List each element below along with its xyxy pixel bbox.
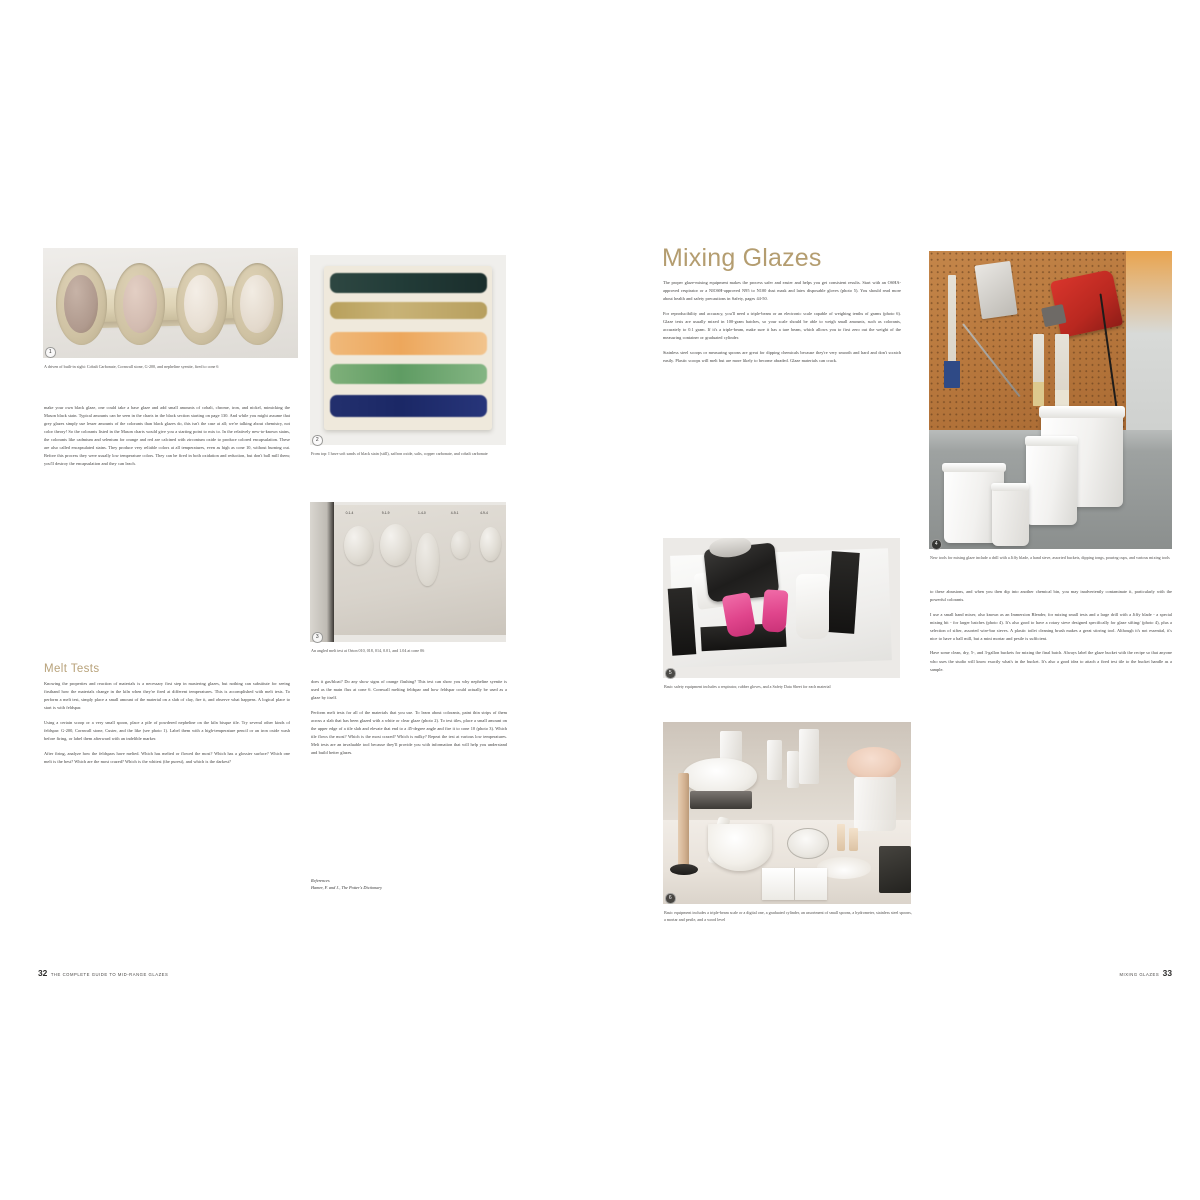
stripe-cobalt-carbonate (330, 395, 487, 416)
safety-data-sheet (796, 574, 829, 638)
blob-label-1: 0-1-4 (345, 511, 354, 516)
tan-brush (1033, 334, 1044, 406)
figure-mixing-equipment (663, 722, 911, 904)
column-base (670, 864, 697, 875)
scale-pan (683, 758, 757, 794)
stripe-orange (330, 332, 487, 355)
stripe-black-stain (330, 273, 487, 293)
blob-label-2: 9-1-9 (381, 511, 390, 516)
figure-badge-5: 5 (665, 668, 676, 679)
ceramic-bowl-right (847, 747, 902, 780)
glass-jar-2 (767, 740, 782, 780)
stripe-saffron-oxide (330, 302, 487, 318)
left-page (38, 243, 558, 978)
pink-glove-2 (761, 589, 788, 633)
metal-tin (974, 261, 1018, 319)
blob-tile-surface (334, 505, 506, 635)
right-page (652, 243, 1172, 978)
test-tile (324, 266, 493, 429)
notebook (762, 868, 826, 901)
running-head-left: THE COMPLETE GUIDE TO MID-RANGE GLAZES (50, 972, 169, 977)
figure-caption-4: New tools for mixing glaze include a drill with a Jiffy blade, a hand sieve, assorted buckets, dipping tongs, pouring cups, and various mixing tools (930, 555, 1170, 560)
melt-test-bar-image (43, 248, 298, 358)
pegboard-tools-image (929, 251, 1172, 549)
mortar (708, 824, 772, 871)
figure-badge-3: 3 (312, 632, 323, 643)
figure-badge-1: 1 (45, 347, 56, 358)
left-col1-intro-text: make your own black glaze, one could take a base glaze and add small amounts of cobalt, chrome, iron, and nickel, mimicking the Mason black stain. Typical amounts can be seen in the charts in the black section starting on page 130. And while you might assume that grey glazes simply use lesser amounts of the colorants than black glazes do, this isn't the case at all; we're talking about chemistry, not color theory! So the colorants listed in the Mason charts would give you a starting point to mix to. In the relatively new-to-known stains, the colorants like cadmium and selenium for orange and red are calcined with zirconium oxide to produce colored encapsulation. These are also called encapsulated stains. They produce very reliable colors at all temperatures, even as high as cone 10, without burning out. Before this process they were usually low temperature colors. They can be fired in both oxidation and reduction, but don't ball mill them; you'll destroy the encapsulation and they can leach. (44, 405, 290, 467)
blue-brush (948, 275, 955, 388)
bucket-medium (1026, 436, 1077, 525)
melt-blobs-image (310, 502, 506, 642)
figure-safety-equipment (663, 538, 900, 678)
heading-melt-tests: Melt Tests (44, 663, 100, 675)
melt-blob-2 (380, 524, 411, 566)
black-panel-left (668, 588, 696, 657)
glass-vessel-right (854, 777, 896, 832)
glaze-pill-3 (176, 263, 227, 344)
melt-blob-1 (344, 526, 373, 565)
blob-label-4: 4-9-1 (450, 511, 459, 516)
blob-label-5: 4-9-4 (480, 511, 488, 516)
right-col1-text: The proper glaze-mixing equipment makes the process safer and easier and helps you get consistent results. Start with an OSHA-approved respirator or a NIOSH-approved N95 to N100 dust mask and latex disposable gloves (photo 5). You should read more about health and safety precautions in Safety, pages 44-50. For reproducibility and accuracy, you'll need a triple-beam or an electronic scale capable of weighing tenths of grams (photo 6). Glaze tests are usually mixed in 100-gram batches, so your scale should be able to weigh small amounts, such as colorants, accurately to 0.1 gram. If it's a triple-beam, make sure it has a tare beam, which allows you to first zero out the weight of the measuring container or graduated cylinder. Stainless steel scoops or measuring spoons are great for dipping chemicals because they're very smooth and hard and don't scratch easily. Plastic scoops will melt but are more likely to become abraded. Glaze materials can crack. (663, 280, 901, 363)
stripe-copper-carbonate (330, 364, 487, 384)
page-number-left: 32 (38, 968, 48, 978)
dark-equipment (879, 846, 911, 893)
wall-right (1126, 251, 1172, 448)
glass-jar-4 (787, 751, 799, 787)
figure-caption-6: Basic equipment includes a triple-beam scale or a digital one, a graduated cylinder, an assortment of small spoons, a hydrometer, stainless steel spoons, a mortar and pestle, and a wood level (664, 910, 912, 922)
graduated-cylinder (799, 729, 819, 784)
page-gutter (558, 243, 652, 978)
safety-equipment-image (663, 538, 900, 678)
black-panel-right (826, 551, 860, 634)
figure-pegboard-tools (929, 251, 1172, 549)
glaze-pill-4 (232, 263, 283, 344)
melt-blob-5 (480, 527, 501, 561)
right-col2-text: to these abrasions, and when you then dip into another chemical bin, you may inadvertently contaminate it, particularly with the powerful colorants. I use a small hand mixer, also known as an Immersion Blender, for mixing small tests and a large drill with a Jiffy blade - a special mixing bit - for larger batches (photo 4). It's also good to have a rotary sieve designed specifically for glaze sifting/ (photo 4), plus a selection of sifter, assorted wire-bar sieves. A plastic toilet cleaning brush makes a great stirring tool. Although it's not essential, it's nice to have a ball mill, but a mini mortar and pestle is sufficient. Have some clean, dry, 5-, and 3-gallon buckets for mixing the final batch. Always label the glaze bucket with the recipe so that anyone who uses the studio will know exactly what's in the bucket. It's also a good idea to attach a fired test tile to the bucket handle as a sample. (930, 589, 1172, 672)
sieve (787, 828, 829, 859)
left-col2-text: does it gas/bloat? Do any show signs of orange flashing? This test can show you why nepheline syenite is used as the main flux at cone 6. Cornwall melting feldspar and how feldspar could actually be used as a glaze by itself. Perform melt tests for all of the materials that you use. To learn about colorants, paint thin strips of them across a slab that has been glazed with a white or clear glaze (photo 2). To test tiles, place a small amount on the upper edge of a tile slab and elevate that end to a 45-degree angle and fire it to cone 10 (photo 3). Which tile flows the most? Which is the most crazed? Which is milky? Repeat the test at various low temperatures. Melt tests are an invaluable tool because they'll provide you with information that will help you understand and build better glazes. (311, 679, 507, 755)
chapter-title: Mixing Glazes (662, 244, 822, 272)
glaze-pill-1 (56, 263, 107, 344)
figure-badge-4: 4 (931, 539, 942, 550)
blob-label-3: 1-4-0 (418, 511, 426, 516)
figure-badge-6: 6 (665, 893, 676, 904)
figure-caption-3: An angled melt test at Orton 010, 018, 014, 0.01, and 1.04 at cone 06 (311, 648, 425, 653)
melt-blob-4 (451, 531, 470, 560)
figure-caption-5: Basic safety equipment includes a respirator, rubber gloves, and a Safety Data Sheet for each material (664, 684, 831, 689)
glaze-pill-2 (114, 263, 165, 344)
hydrometer-column (678, 773, 689, 868)
figure-badge-2: 2 (312, 435, 323, 446)
references-entry: Hamer, F. and J., The Potter's Dictionary (311, 885, 383, 890)
mixing-equipment-image (663, 722, 911, 904)
running-head-right: MIXING GLAZES (1119, 972, 1160, 977)
bucket-small (992, 483, 1028, 546)
tile-edge (310, 502, 334, 642)
left-col1-melt-tests-text: Knowing the properties and reaction of materials is a necessary first step in mastering glazes, but nothing can substitute for seeing firsthand how the materials change in the kiln when they're fired at different temperatures. This is accomplished with melt tests. To perform a melt test, simply place a small amount of the material on a slab of clay, fire it, and observe what happens. A logical place to start is with feldspar. Using a certain scoop or a very small spoon, place a pile of powdered nepheline on the kiln bisque tile. Try several other kinds of feldspar: G-200, Cornwall stone, Custer, and the like (see photo 1). Label them with a high-temperature pencil or an iron oxide wash before firing, or label them afterward with an indelible marker. After firing, analyze how the feldspars have melted. Which has melted or flowed the most? Which has a glossier surface? Which one melt is the best? Which are the most crazed? Which is the whitest (the purest), and which is the darkest? (44, 681, 290, 764)
folio-left (38, 968, 168, 978)
figure-caption-2: From top: I have soft sands of black stain (still), saffron oxide, salts, copper carbonate, and cobalt carbonate (311, 451, 488, 456)
figure-caption-1: A driven of built-in sight: Cobalt Carbonate, Cornwall stone, G-200, and nepheline syenite, fired to cone 6 (44, 364, 219, 369)
color-test-tile-image (310, 255, 506, 445)
page-number-right: 33 (1162, 968, 1172, 978)
sample-vial-2 (849, 828, 858, 852)
figure-color-test-tile (310, 255, 506, 445)
figure-melt-blobs-tile (310, 502, 506, 642)
sample-vial-1 (837, 824, 846, 851)
folio-right (1119, 968, 1172, 978)
melt-blob-3 (416, 533, 438, 585)
figure-melt-test-bar (43, 248, 298, 358)
triple-beam-scale (690, 791, 752, 809)
references-heading: References (311, 878, 330, 883)
book-spread (38, 243, 1172, 978)
